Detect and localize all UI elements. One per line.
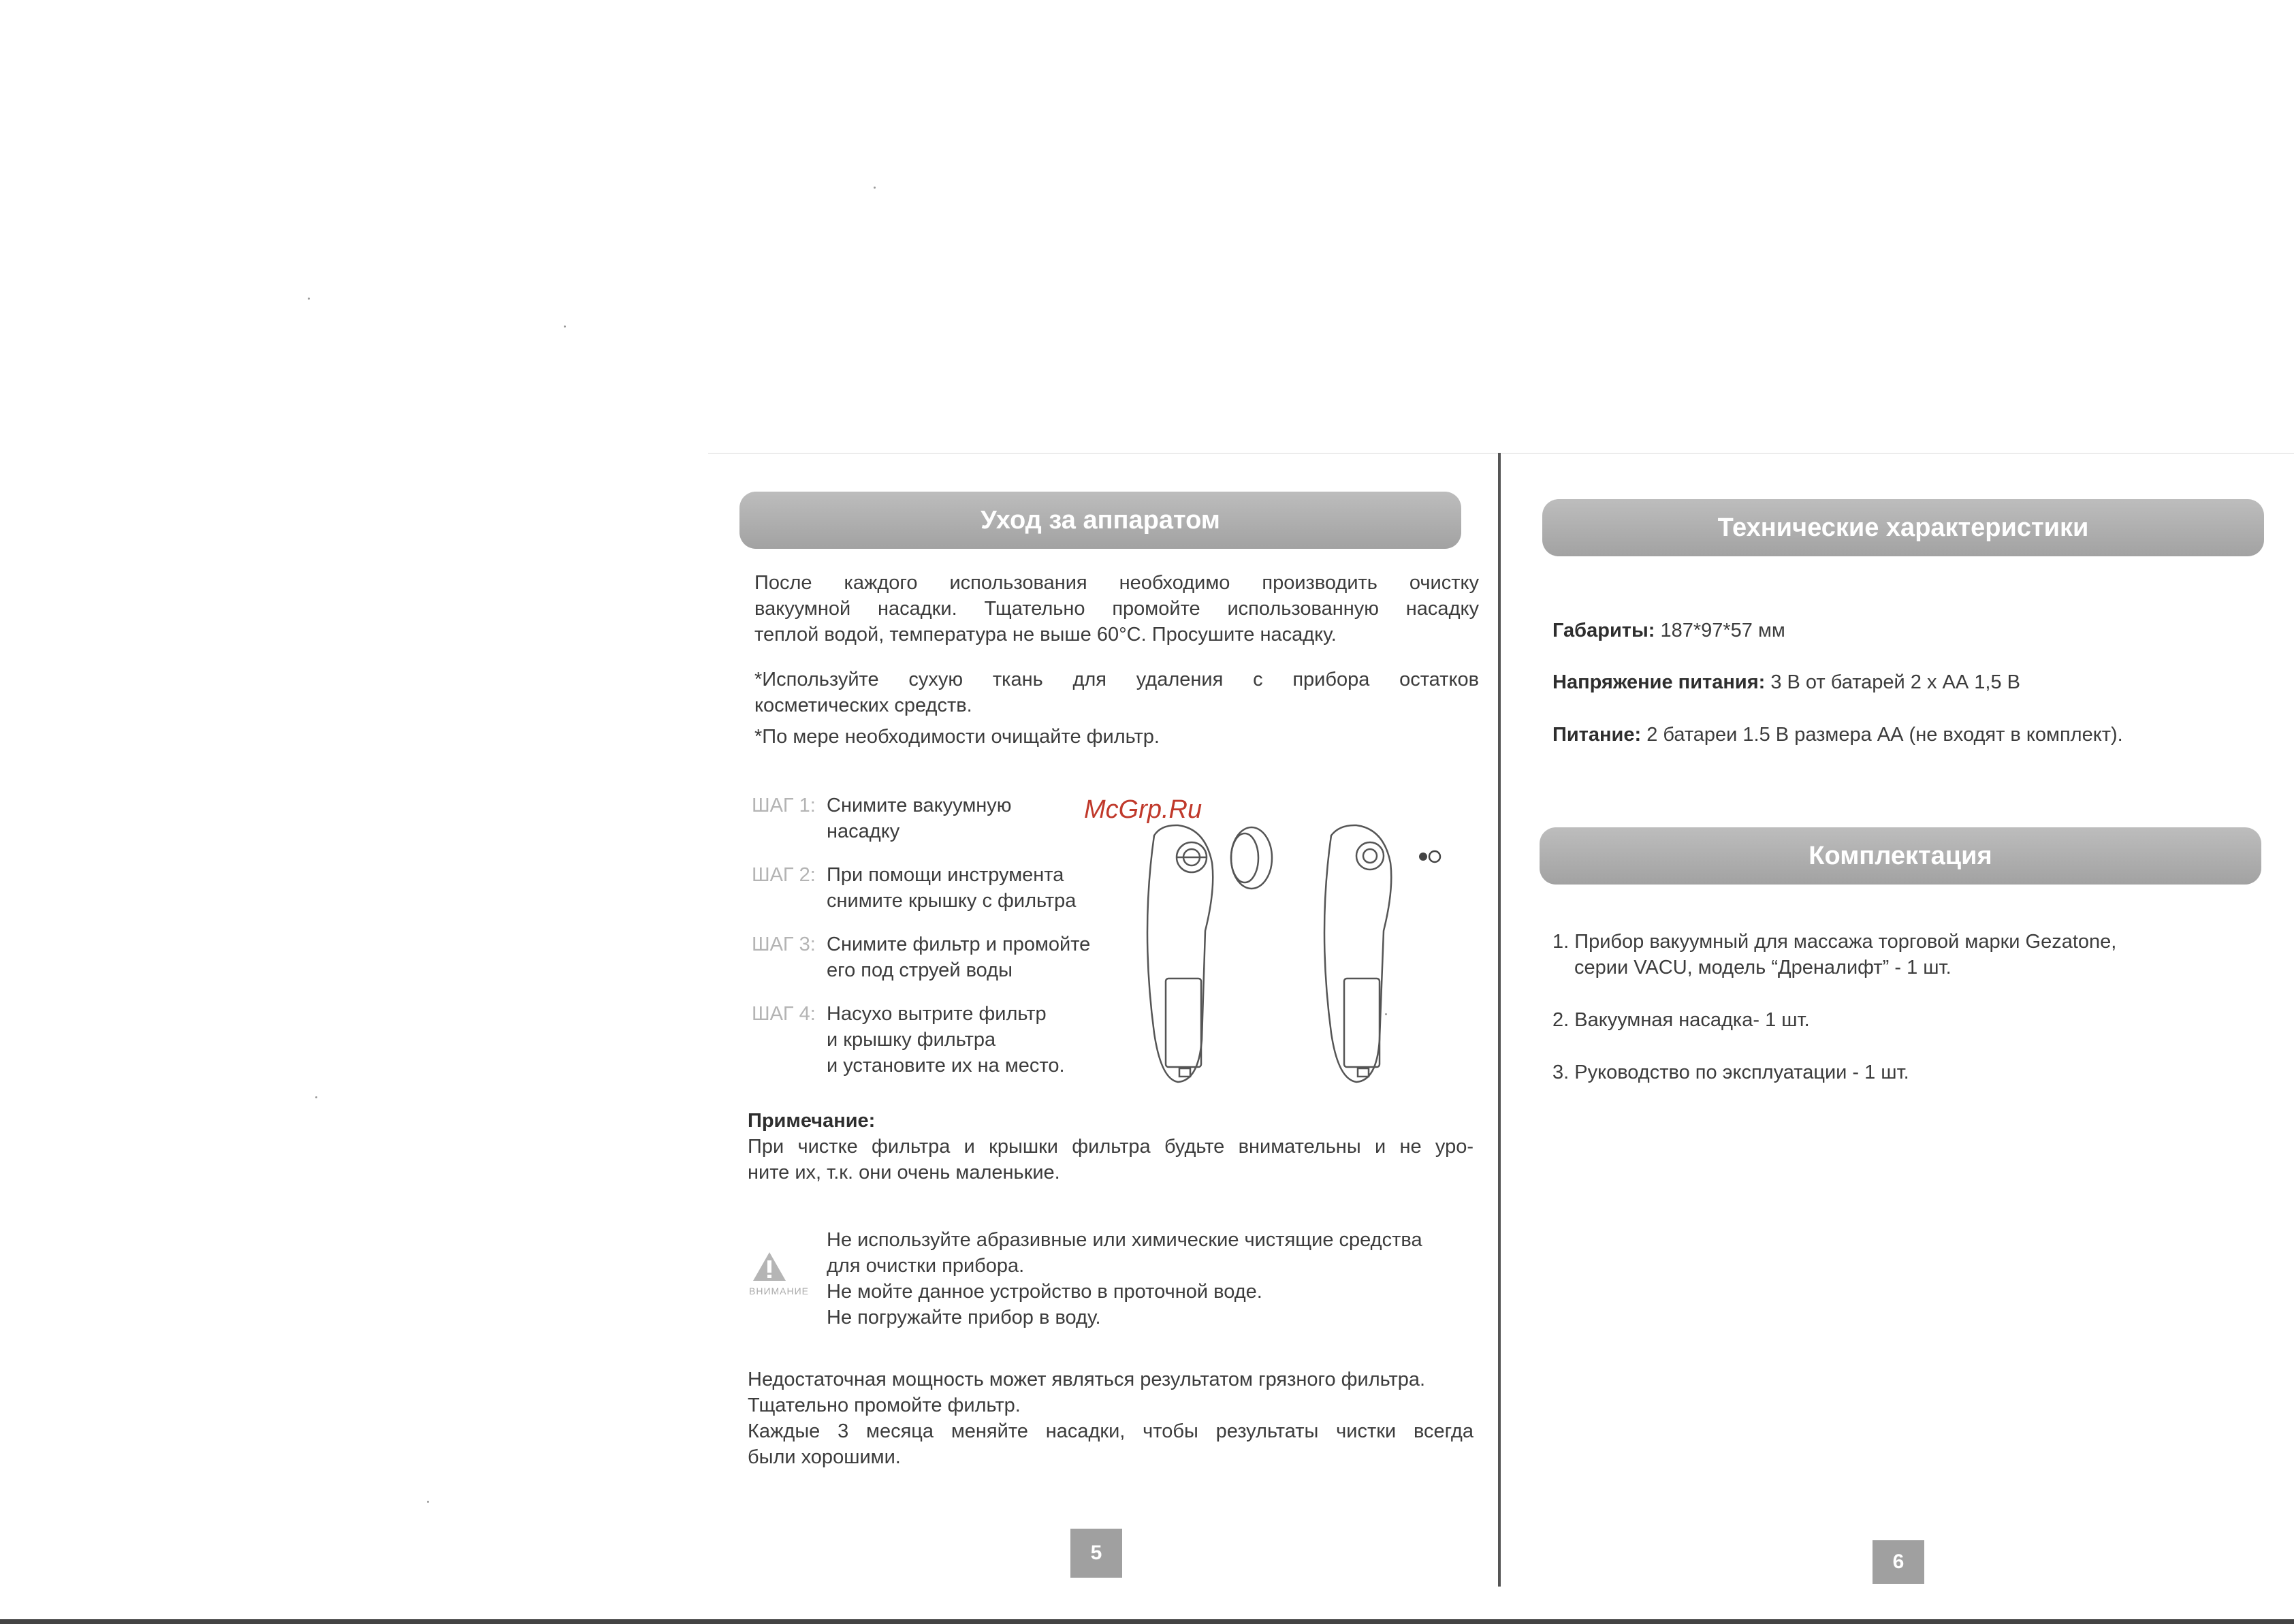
intro-paragraph (754, 570, 1479, 648)
kit-line: 3. Руководство по эксплуатации - 1 шт. (1552, 1062, 1909, 1083)
final-line: Тщательно промойте фильтр. (748, 1395, 1021, 1416)
scan-edge (0, 1619, 2294, 1624)
step-number: ШАГ 3: (752, 934, 816, 955)
kit-line: 1. Прибор вакуумный для массажа торговой марки Gezatone, (1552, 931, 2117, 953)
warning-line: для очистки прибора. (827, 1255, 1025, 1277)
step-line: снимите крышку с фильтра (827, 890, 1077, 912)
spec-voltage (1552, 669, 2020, 695)
warning-line: Не используйте абразивные или химические чистящие средства (827, 1229, 1422, 1251)
kit-title: Комплектация (1540, 827, 2261, 885)
tip-line: косметических средств. (754, 695, 972, 716)
step-line: Насухо вытрите фильтр (827, 1003, 1047, 1025)
step-text (827, 862, 1133, 914)
step-text (827, 1001, 1133, 1079)
warning-label: ВНИМАНИЕ (749, 1286, 810, 1296)
warning-badge (749, 1251, 810, 1296)
note-text (748, 1134, 1473, 1185)
step-line: и установите их на место. (827, 1055, 1065, 1077)
step-text (827, 932, 1133, 983)
spec-power (1552, 722, 2123, 748)
intro-line: После каждого использования необходимо производить очистку (754, 572, 1479, 594)
step-line: и крышку фильтра (827, 1029, 996, 1051)
spec-value: 3 В от батарей 2 х АА 1,5 В (1765, 671, 2020, 693)
step-number: ШАГ 1: (752, 795, 816, 816)
scan-speck (308, 298, 310, 300)
final-paragraph (748, 1367, 1473, 1470)
spec-value: 2 батареи 1.5 В размера АА (не входят в комплект). (1641, 724, 2123, 746)
page-number: 6 (1873, 1540, 1924, 1584)
kit-line: 2. Вакуумная насадка- 1 шт. (1552, 1009, 1810, 1031)
kit-item-3 (1552, 1060, 2233, 1085)
right-page (1501, 453, 2294, 1588)
step-number: ШАГ 2: (752, 864, 816, 886)
kit-item-2 (1552, 1007, 2233, 1033)
step-line: При помощи инструмента (827, 864, 1064, 886)
step-line: Снимите фильтр и промойте (827, 934, 1091, 955)
tip-line: *Используйте сухую ткань для удаления с прибора остатков (754, 669, 1479, 690)
scan-speck (874, 187, 876, 189)
warning-line: Не погружайте прибор в воду. (827, 1307, 1101, 1328)
scan-speck (427, 1501, 429, 1503)
page-spine (1498, 453, 1501, 1587)
spec-label: Напряжение питания: (1552, 671, 1766, 693)
note-line: ните их, т.к. они очень маленькие. (748, 1162, 1060, 1183)
intro-line: вакуумной насадки. Тщательно промойте использованную насадку (754, 598, 1479, 620)
left-page (708, 453, 1498, 1588)
step-line: Снимите вакуумную (827, 795, 1012, 816)
warning-text (827, 1227, 1480, 1331)
watermark: McGrp.Ru (1084, 795, 1202, 824)
spec-dimensions (1552, 618, 1785, 643)
specs-title: Технические характеристики (1542, 499, 2264, 556)
warning-triangle-icon (752, 1251, 787, 1282)
kit-line: серии VACU, модель “Дреналифт” - 1 шт. (1574, 957, 1952, 978)
warning-line: Не мойте данное устройство в проточной воде. (827, 1281, 1262, 1303)
device-illustration (1103, 808, 1484, 1087)
intro-line: теплой водой, температура не выше 60°С. Просушите насадку. (754, 624, 1337, 646)
step-number: ШАГ 4: (752, 1003, 816, 1025)
spec-value: 187*97*57 мм (1655, 620, 1785, 641)
step-line: насадку (827, 821, 900, 842)
scan-speck (315, 1096, 317, 1098)
note-line: При чистке фильтра и крышки фильтра будьте внимательны и не уро- (748, 1136, 1473, 1158)
final-line: Каждые 3 месяца меняйте насадки, чтобы результаты чистки всегда (748, 1420, 1473, 1442)
step-text (827, 793, 1133, 844)
tip-paragraph (754, 667, 1479, 718)
kit-item-1 (1552, 929, 2233, 981)
spec-label: Габариты: (1552, 620, 1655, 641)
tip-filter: *По мере необходимости очищайте фильтр. (754, 726, 1160, 748)
page-title: Уход за аппаратом (739, 492, 1461, 549)
final-line: Недостаточная мощность может являться результатом грязного фильтра. (748, 1369, 1426, 1390)
note-title: Примечание: (748, 1110, 876, 1132)
final-line: были хорошими. (748, 1446, 901, 1468)
scan-speck (564, 325, 566, 328)
page-number: 5 (1070, 1529, 1122, 1578)
spec-label: Питание: (1552, 724, 1642, 746)
step-line: его под струей воды (827, 959, 1013, 981)
